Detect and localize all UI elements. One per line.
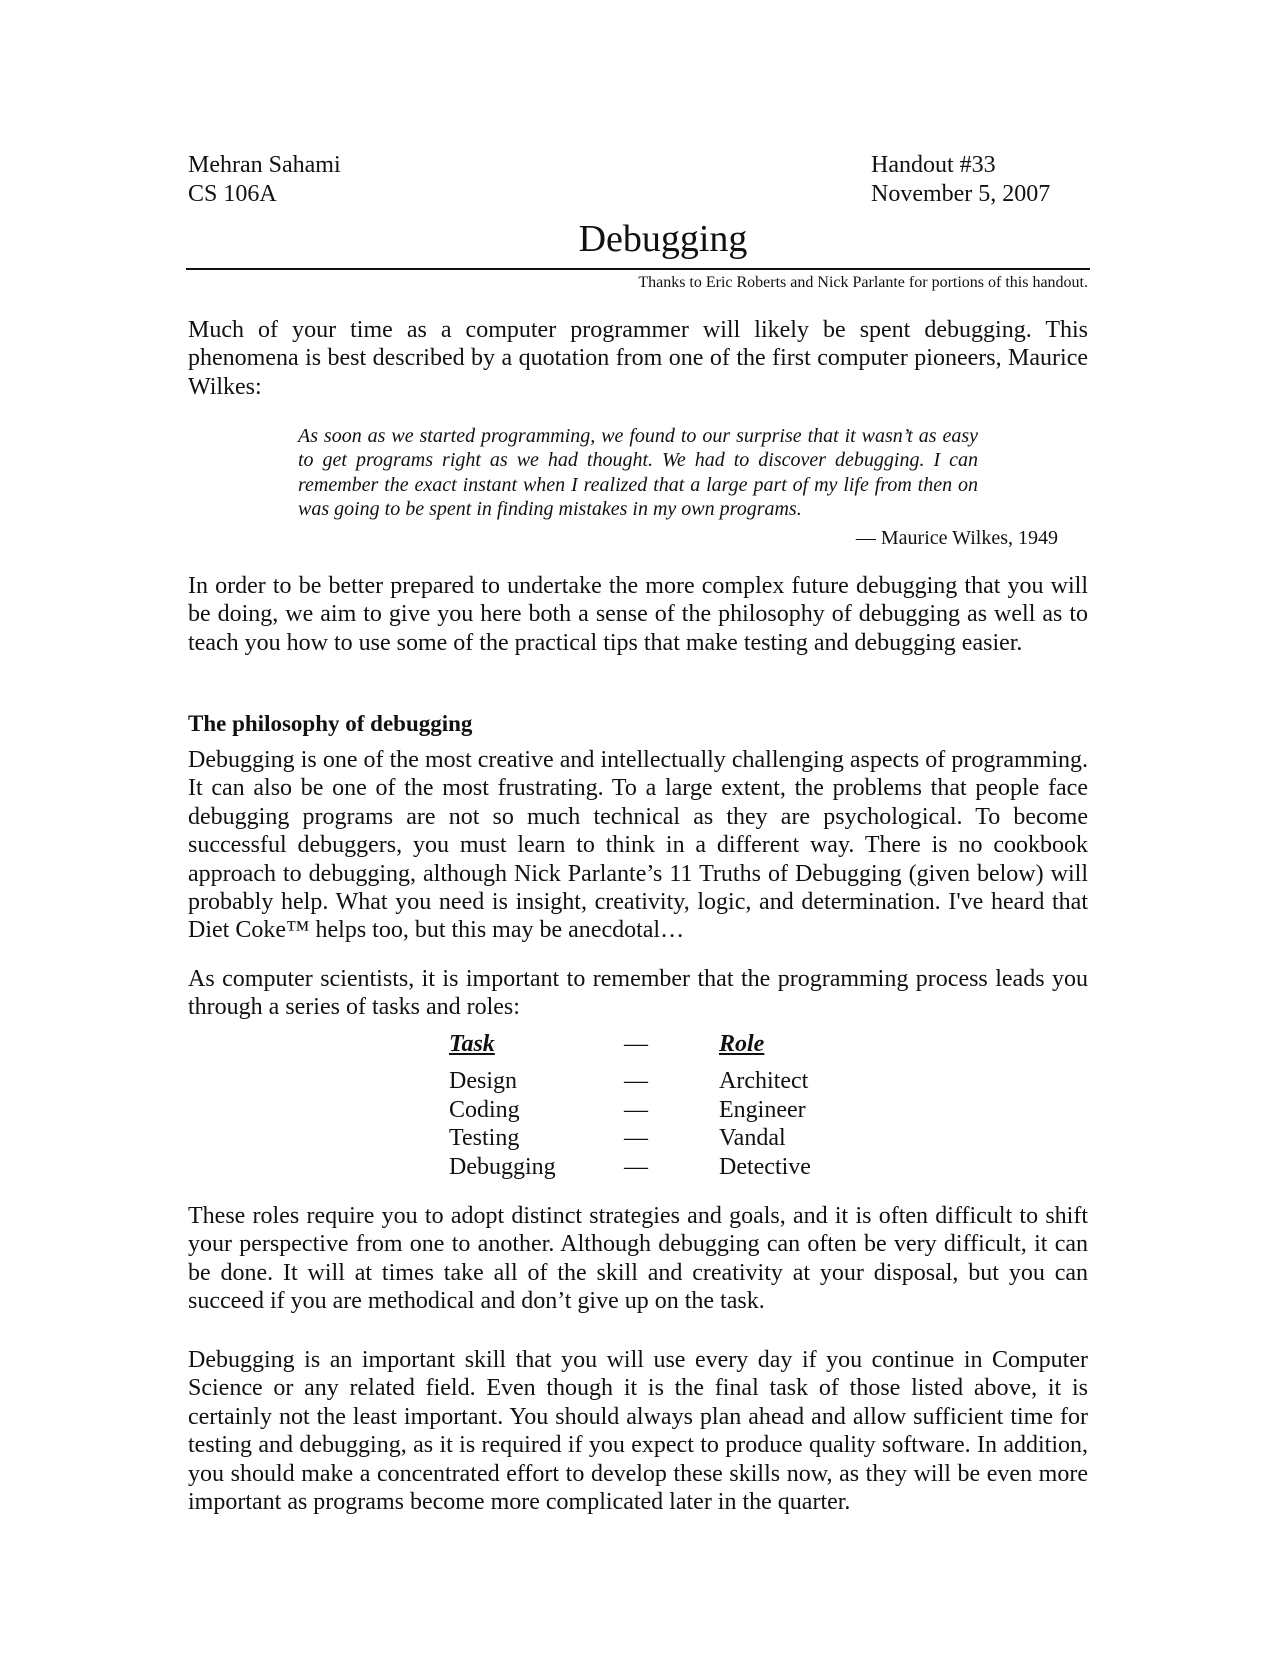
role-cell: Engineer	[719, 1096, 806, 1123]
body-paragraph-2: In order to be better prepared to undertake the more complex future debugging that you will be doing, we aim to give you here both a sense of the philosophy of debugging as well as to teach you how to use some of the practical tips that make testing and debugging easier.	[188, 573, 1088, 656]
role-cell: Architect	[719, 1068, 809, 1094]
dash-separator: —	[624, 1125, 648, 1151]
author-name: Mehran Sahami	[188, 152, 341, 178]
handout-date: November 5, 2007	[871, 181, 1051, 207]
role-cell: Detective	[719, 1153, 811, 1180]
task-cell: Design	[449, 1068, 517, 1094]
role-column-header: Role	[719, 1031, 765, 1057]
header-right	[871, 151, 1050, 209]
quote-attribution: — Maurice Wilkes, 1949	[855, 527, 1058, 549]
section-heading: The philosophy of debugging	[188, 711, 473, 736]
task-cell: Coding	[449, 1096, 520, 1123]
role-cell: Vandal	[719, 1125, 786, 1151]
title-divider	[186, 268, 1090, 270]
page-title: Debugging	[578, 218, 748, 260]
body-paragraph-6: Debugging is an important skill that you will use every day if you continue in Computer Science or any related field. Even though it is the final task of those listed above, it is certainly not the least important. You should always plan ahead and allow sufficient time for testing and debugging, as it is required if you expect to produce quality software. In addition, you should make a concentrated effort to develop these skills now, as they will be even more important as programs become more complicated later in the quarter.	[188, 1347, 1088, 1516]
task-column-header: Task	[449, 1031, 495, 1057]
dash-separator: —	[624, 1096, 648, 1123]
task-cell: Testing	[449, 1125, 520, 1151]
body-paragraph-4: As computer scientists, it is important to remember that the programming process leads you through a series of tasks and roles:	[188, 966, 1088, 1021]
acknowledgement-note: Thanks to Eric Roberts and Nick Parlante for portions of this handout.	[638, 274, 1088, 291]
block-quote: As soon as we started programming, we found to our surprise that it wasn’t as easy to get programs right as we had thought. We had to discover debugging. I can remember the exact instant when I realized that a large part of my life from then on was going to be spent in finding mistakes in my own programs.	[298, 425, 978, 520]
dash-separator: —	[624, 1031, 648, 1057]
dash-separator: —	[624, 1068, 648, 1094]
course-code: CS 106A	[188, 181, 277, 207]
dash-separator: —	[624, 1153, 648, 1180]
handout-number: Handout #33	[871, 152, 996, 178]
body-paragraph-5: These roles require you to adopt distinct strategies and goals, and it is often difficult to shift your perspective from one to another. Although debugging can often be very difficult, it can be done. It will at times take all of the skill and creativity at your disposal, but you can succeed if you are methodical and don’t give up on the task.	[188, 1203, 1088, 1315]
body-paragraph-3: Debugging is one of the most creative and intellectually challenging aspects of programming. It can also be one of the most frustrating. To a large extent, the problems that people face debugging programs are not so much technical as they are psychological. To become successful debuggers, you must learn to think in a different way. There is no cookbook approach to debugging, although Nick Parlante’s 11 Truths of Debugging (given below) will probably help. What you need is insight, creativity, logic, and determination. I've heard that Diet Coke™ helps too, but this may be anecdotal…	[188, 747, 1088, 944]
task-cell: Debugging	[449, 1153, 556, 1180]
header-left	[188, 151, 341, 209]
intro-paragraph: Much of your time as a computer programmer will likely be spent debugging. This phenomena is best described by a quotation from one of the first computer pioneers, Maurice Wilkes:	[188, 317, 1088, 400]
